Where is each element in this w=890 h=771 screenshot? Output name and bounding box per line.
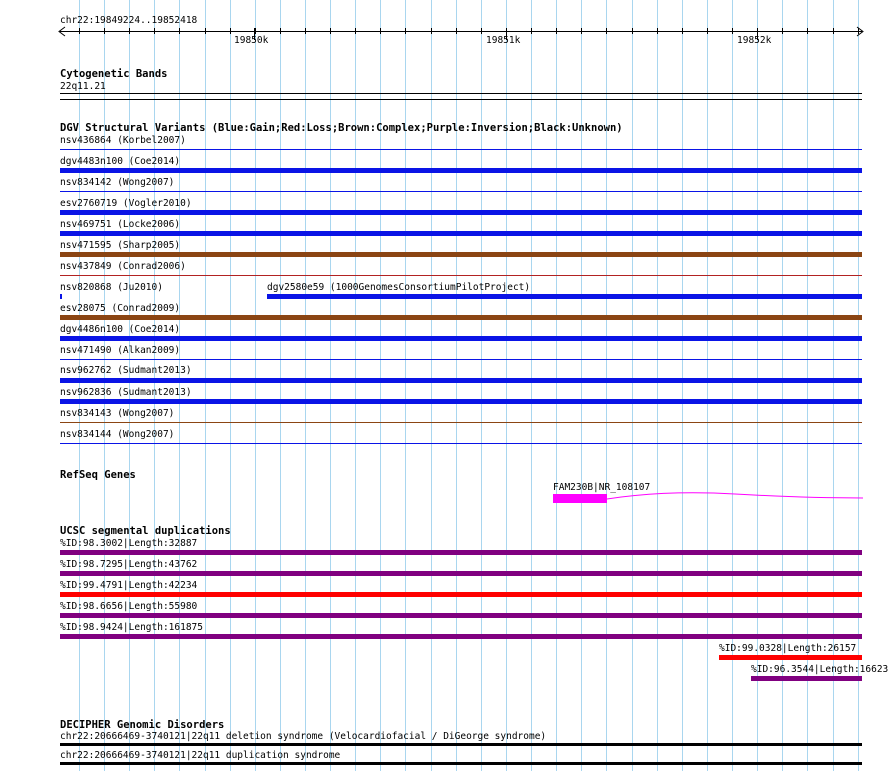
grid-line bbox=[355, 0, 356, 771]
dgv-feature-label[interactable]: nsv820868 (Ju2010) bbox=[60, 282, 163, 293]
ruler-minor-tick bbox=[431, 28, 432, 34]
dgv-feature-label[interactable]: nsv962836 (Sudmant2013) bbox=[60, 387, 192, 398]
ruler-line bbox=[60, 31, 862, 32]
segdup-feature-bar[interactable] bbox=[60, 571, 862, 576]
decipher-track-title: DECIPHER Genomic Disorders bbox=[60, 719, 225, 731]
dgv-feature-label[interactable]: nsv471595 (Sharp2005) bbox=[60, 240, 181, 251]
dgv-feature-line[interactable] bbox=[60, 443, 862, 444]
grid-line bbox=[682, 0, 683, 771]
ruler-minor-tick bbox=[330, 28, 331, 34]
dgv-feature-label[interactable]: nsv469751 (Locke2006) bbox=[60, 219, 181, 230]
ruler-minor-tick bbox=[380, 28, 381, 34]
ruler-tick-label: 19851k bbox=[486, 35, 521, 46]
grid-line bbox=[129, 0, 130, 771]
cytoband-line bbox=[60, 99, 862, 100]
grid-line bbox=[79, 0, 80, 771]
dgv-feature-bar[interactable] bbox=[267, 294, 862, 299]
ruler-minor-tick bbox=[732, 28, 733, 34]
ruler-minor-tick bbox=[230, 28, 231, 34]
refseq-track-title: RefSeq Genes bbox=[60, 469, 136, 481]
ruler-minor-tick bbox=[632, 28, 633, 34]
ruler-minor-tick bbox=[205, 28, 206, 34]
segdup-feature-label[interactable]: %ID:98.7295|Length:43762 bbox=[60, 559, 198, 570]
ruler-minor-tick bbox=[280, 28, 281, 34]
dgv-feature-label[interactable]: nsv471490 (Alkan2009) bbox=[60, 345, 181, 356]
ruler-minor-tick bbox=[807, 28, 808, 34]
segdup-feature-bar[interactable] bbox=[60, 634, 862, 639]
dgv-feature-label[interactable]: nsv962762 (Sudmant2013) bbox=[60, 365, 192, 376]
ruler-minor-tick bbox=[707, 28, 708, 34]
decipher-feature-label[interactable]: chr22:20666469-3740121|22q11 duplication syndrome bbox=[60, 750, 341, 761]
dgv-feature-bar[interactable] bbox=[60, 210, 862, 215]
ruler-tick-label: 19852k bbox=[737, 35, 772, 46]
grid-line bbox=[632, 0, 633, 771]
ruler-minor-tick bbox=[481, 28, 482, 34]
dgv-feature-line[interactable] bbox=[60, 359, 862, 360]
dgv-feature-bar[interactable] bbox=[60, 294, 62, 299]
grid-line bbox=[657, 0, 658, 771]
segdup-feature-bar[interactable] bbox=[60, 592, 862, 597]
segdup-track-title: UCSC segmental duplications bbox=[60, 525, 231, 537]
grid-line bbox=[581, 0, 582, 771]
dgv-feature-label[interactable]: dgv4486n100 (Coe2014) bbox=[60, 324, 181, 335]
cytoband-line bbox=[60, 93, 862, 94]
ruler-minor-tick bbox=[456, 28, 457, 34]
location-label: chr22:19849224..19852418 bbox=[60, 15, 198, 26]
dgv-feature-line[interactable] bbox=[60, 275, 862, 276]
ruler-minor-tick bbox=[531, 28, 532, 34]
dgv-feature-label[interactable]: dgv2580e59 (1000GenomesConsortiumPilotProject) bbox=[267, 282, 531, 293]
ruler-minor-tick bbox=[104, 28, 105, 34]
ruler-minor-tick bbox=[682, 28, 683, 34]
grid-line bbox=[506, 0, 507, 771]
dgv-feature-bar[interactable] bbox=[60, 231, 862, 236]
cytoband-track-title: Cytogenetic Bands bbox=[60, 68, 168, 80]
ruler-minor-tick bbox=[179, 28, 180, 34]
grid-line bbox=[280, 0, 281, 771]
ruler-minor-tick bbox=[79, 28, 80, 34]
grid-line bbox=[431, 0, 432, 771]
segdup-feature-label[interactable]: %ID:98.9424|Length:161875 bbox=[60, 622, 203, 633]
dgv-feature-label[interactable]: nsv834142 (Wong2007) bbox=[60, 177, 175, 188]
dgv-feature-label[interactable]: nsv834143 (Wong2007) bbox=[60, 408, 175, 419]
dgv-track-title: DGV Structural Variants (Blue:Gain;Red:Loss;Brown:Complex;Purple:Inversion;Black:Unknown) bbox=[60, 122, 623, 134]
ruler-minor-tick bbox=[305, 28, 306, 34]
grid-line bbox=[481, 0, 482, 771]
dgv-feature-line[interactable] bbox=[60, 191, 862, 192]
dgv-feature-label[interactable]: nsv437849 (Conrad2006) bbox=[60, 261, 186, 272]
decipher-feature-bar[interactable] bbox=[60, 762, 862, 765]
ruler-minor-tick bbox=[405, 28, 406, 34]
ruler-minor-tick bbox=[556, 28, 557, 34]
refseq-gene-label[interactable]: FAM230B|NR_108107 bbox=[553, 482, 651, 493]
decipher-feature-label[interactable]: chr22:20666469-3740121|22q11 deletion syndrome (Velocardiofacial / DiGeorge syndrome) bbox=[60, 731, 547, 742]
decipher-feature-bar[interactable] bbox=[60, 743, 862, 746]
segdup-feature-label[interactable]: %ID:96.3544|Length:16623 bbox=[751, 664, 889, 675]
dgv-feature-label[interactable]: nsv436864 (Korbel2007) bbox=[60, 135, 186, 146]
grid-line bbox=[380, 0, 381, 771]
ruler-minor-tick bbox=[154, 28, 155, 34]
segdup-feature-label[interactable]: %ID:98.3002|Length:32887 bbox=[60, 538, 198, 549]
segdup-feature-label[interactable]: %ID:99.4791|Length:42234 bbox=[60, 580, 198, 591]
ruler-minor-tick bbox=[355, 28, 356, 34]
ruler-left-arrow-icon bbox=[56, 26, 66, 37]
dgv-feature-bar[interactable] bbox=[60, 315, 862, 320]
segdup-feature-bar[interactable] bbox=[751, 676, 862, 681]
dgv-feature-bar[interactable] bbox=[60, 336, 862, 341]
segdup-feature-label[interactable]: %ID:99.0328|Length:26157 bbox=[719, 643, 857, 654]
ruler-minor-tick bbox=[782, 28, 783, 34]
dgv-feature-line[interactable] bbox=[60, 422, 862, 423]
grid-line bbox=[606, 0, 607, 771]
segdup-feature-bar[interactable] bbox=[60, 550, 862, 555]
dgv-feature-label[interactable]: esv2760719 (Vogler2010) bbox=[60, 198, 192, 209]
dgv-feature-label[interactable]: dgv4483n100 (Coe2014) bbox=[60, 156, 181, 167]
dgv-feature-line[interactable] bbox=[60, 149, 862, 150]
segdup-feature-bar[interactable] bbox=[719, 655, 862, 660]
grid-line bbox=[456, 0, 457, 771]
ruler-minor-tick bbox=[858, 28, 859, 34]
grid-line bbox=[154, 0, 155, 771]
grid-line bbox=[556, 0, 557, 771]
ruler-minor-tick bbox=[833, 28, 834, 34]
grid-line bbox=[305, 0, 306, 771]
dgv-feature-bar[interactable] bbox=[60, 399, 862, 404]
ruler-minor-tick bbox=[657, 28, 658, 34]
dgv-feature-bar[interactable] bbox=[60, 252, 862, 257]
grid-line bbox=[230, 0, 231, 771]
cytoband-label[interactable]: 22q11.21 bbox=[60, 81, 106, 92]
ruler-minor-tick bbox=[255, 28, 256, 34]
dgv-feature-bar[interactable] bbox=[60, 168, 862, 173]
grid-line bbox=[707, 0, 708, 771]
dgv-feature-label[interactable]: esv28075 (Conrad2009) bbox=[60, 303, 181, 314]
grid-line bbox=[205, 0, 206, 771]
grid-line bbox=[405, 0, 406, 771]
dgv-feature-bar[interactable] bbox=[60, 378, 862, 383]
segdup-feature-bar[interactable] bbox=[60, 613, 862, 618]
refseq-intron-line[interactable] bbox=[605, 490, 865, 504]
grid-line bbox=[104, 0, 105, 771]
grid-line bbox=[531, 0, 532, 771]
ruler-minor-tick bbox=[606, 28, 607, 34]
grid-line bbox=[330, 0, 331, 771]
segdup-feature-label[interactable]: %ID:98.6656|Length:55980 bbox=[60, 601, 198, 612]
grid-line bbox=[179, 0, 180, 771]
dgv-feature-label[interactable]: nsv834144 (Wong2007) bbox=[60, 429, 175, 440]
grid-line bbox=[255, 0, 256, 771]
ruler-minor-tick bbox=[581, 28, 582, 34]
ruler-tick-label: 19850k bbox=[234, 35, 269, 46]
refseq-exon[interactable] bbox=[553, 494, 607, 503]
ruler-minor-tick bbox=[129, 28, 130, 34]
